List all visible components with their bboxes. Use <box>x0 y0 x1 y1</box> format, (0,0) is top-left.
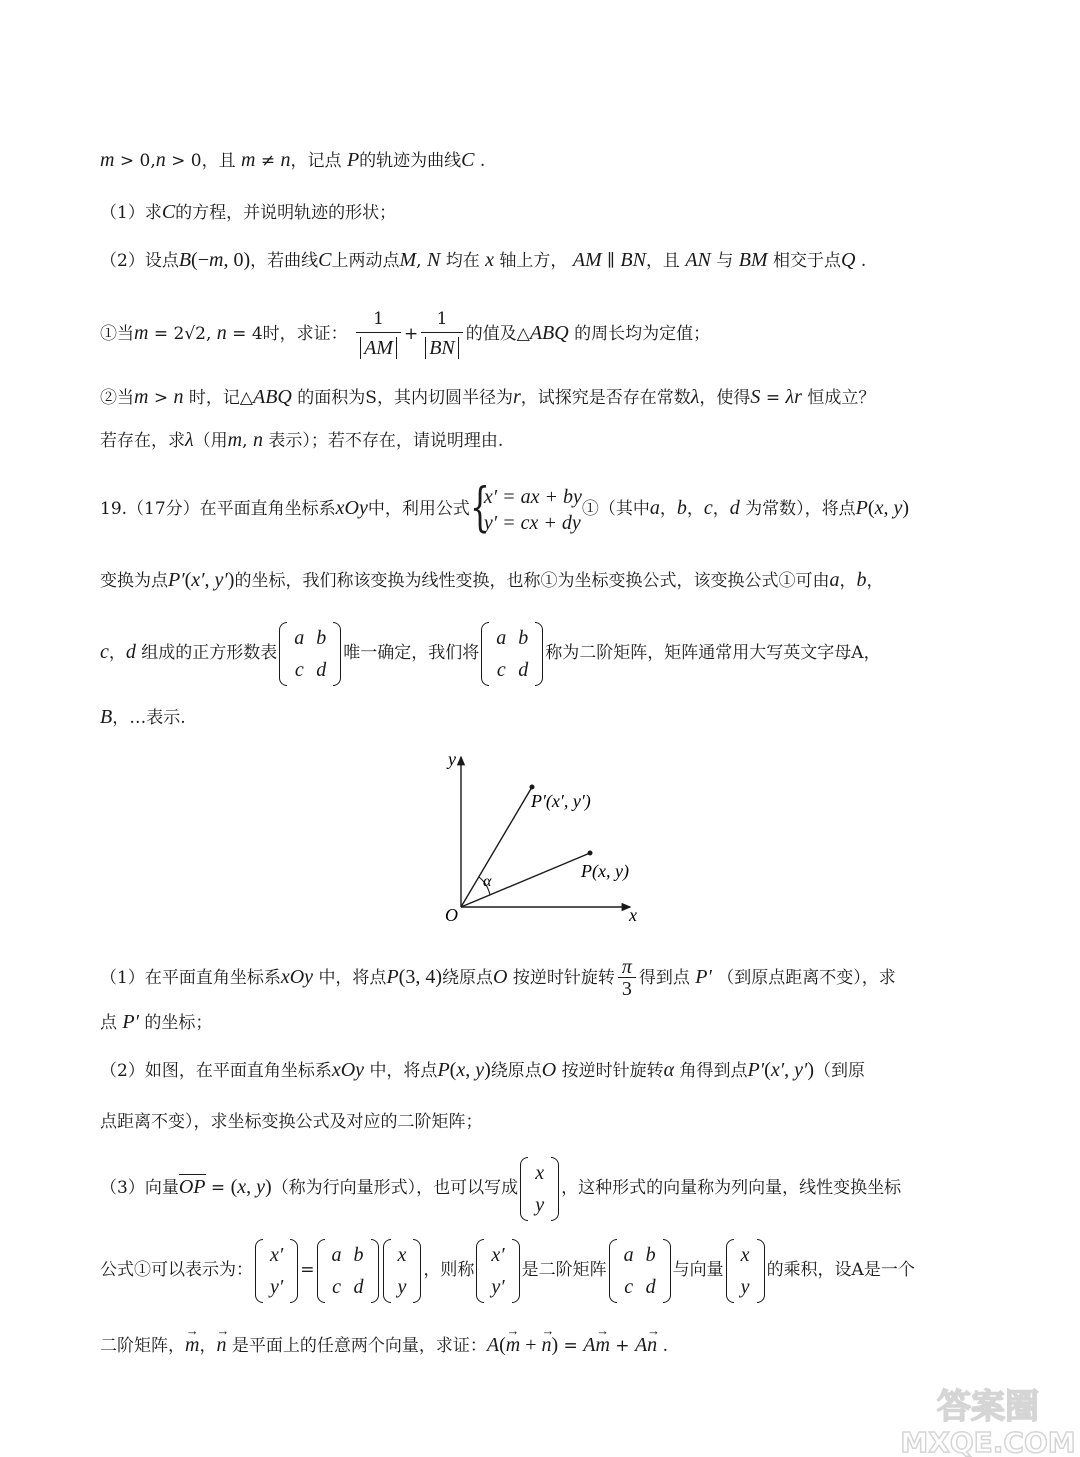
svg-text:答案圈: 答案圈 <box>937 1387 1039 1427</box>
rotation-figure <box>415 745 655 930</box>
q18-part1: （1）求C的方程，并说明轨迹的形状； <box>100 201 397 223</box>
q19-part3-cont: 二阶矩阵，→ m，→ n 是平面上的任意两个向量，求证：A(→ m + → n) = A→ m + A→ n . <box>100 1333 668 1358</box>
segment-op <box>461 853 590 907</box>
q19-line3: c，d 组成的正方形数表 a b c d 唯一确定，我们将 a b c d 称为二阶矩阵，矩阵通常用大写英文字母A， <box>100 620 881 686</box>
q18-subquestion-2: ②当m > n 时，记△ABQ 的面积为S，其内切圆半径为r，试探究是否存在常数λ，使得S = λr 恒成立？ <box>100 386 876 408</box>
label-y: y <box>448 749 456 769</box>
q19-part1-cont: 点 P′ 的坐标； <box>100 1011 213 1033</box>
label-p-prime: P′(x′, y′) <box>531 791 591 811</box>
label-alpha: α <box>483 873 492 890</box>
q19-part3: （3）向量OP = (x, y)（称为行向量形式），也可以写成 x y ，这种形式的向量称为列向量，线性变换坐标 <box>100 1155 901 1221</box>
q18-subquestion-2-cont: 若存在，求λ（用m, n 表示）；若不存在，请说明理由. <box>100 429 504 451</box>
q19-line2: 变换为点P′(x′, y′)的坐标，我们称该变换为线性变换，也称①为坐标变换公式，该变换公式①可由a，b， <box>100 569 884 591</box>
q19-header: 19.（17分）在平面直角坐标系xOy中，利用公式 { x′ = ax + by y′ = cx + dy ①（其中a，b，c，d 为常数），将点P(x, y) <box>100 477 910 538</box>
q18-part2: （2）设点B(−m, 0)，若曲线C上两动点M, N 均在 x 轴上方， AM ∥ BN，且 AN 与 BM 相交于点Q . <box>100 249 867 271</box>
label-origin: O <box>445 905 458 925</box>
q19-part2: （2）如图，在平面直角坐标系xOy 中，将点P(x, y)绕原点O 按逆时针旋转α 角得到点P′(x′, y′)（到原 <box>100 1059 866 1081</box>
q19-part3-formula: 公式①可以表示为： x′ y′ = a b c d x y ，则称 x′ y′ 是二阶矩阵 a b c d 与向量 x y 的乘积，设A是一个 <box>100 1238 915 1303</box>
label-p: P(x, y) <box>581 861 629 881</box>
segment-op-prime <box>461 787 532 907</box>
q18-subquestion-1: ①当m = 2√2, n = 4时，求证： $\frac{1}{AM}$ + $\frac{1}{BN}$ 的值及△ABQ 的周长均为定值； <box>100 303 710 364</box>
label-x: x <box>629 905 637 925</box>
q19-part2-cont: 点距离不变），求坐标变换公式及对应的二阶矩阵； <box>100 1112 483 1132</box>
q19-line4: B，…表示. <box>100 706 186 728</box>
site-watermark-logo <box>898 1380 1078 1457</box>
point-p-prime <box>530 785 535 790</box>
q19-part1: （1）在平面直角坐标系xOy 中，将点P(3, 4)绕原点O 按逆时针旋转 $\frac{\pi}{3}$ 得到点 P′ （到原点距离不变），求 <box>100 956 896 1000</box>
q18-condition-line: m > 0,n > 0，且 m ≠ n，记点 P的轨迹为曲线C . <box>100 149 486 171</box>
svg-text:MXQE.COM: MXQE.COM <box>900 1426 1076 1457</box>
point-p <box>588 851 593 856</box>
